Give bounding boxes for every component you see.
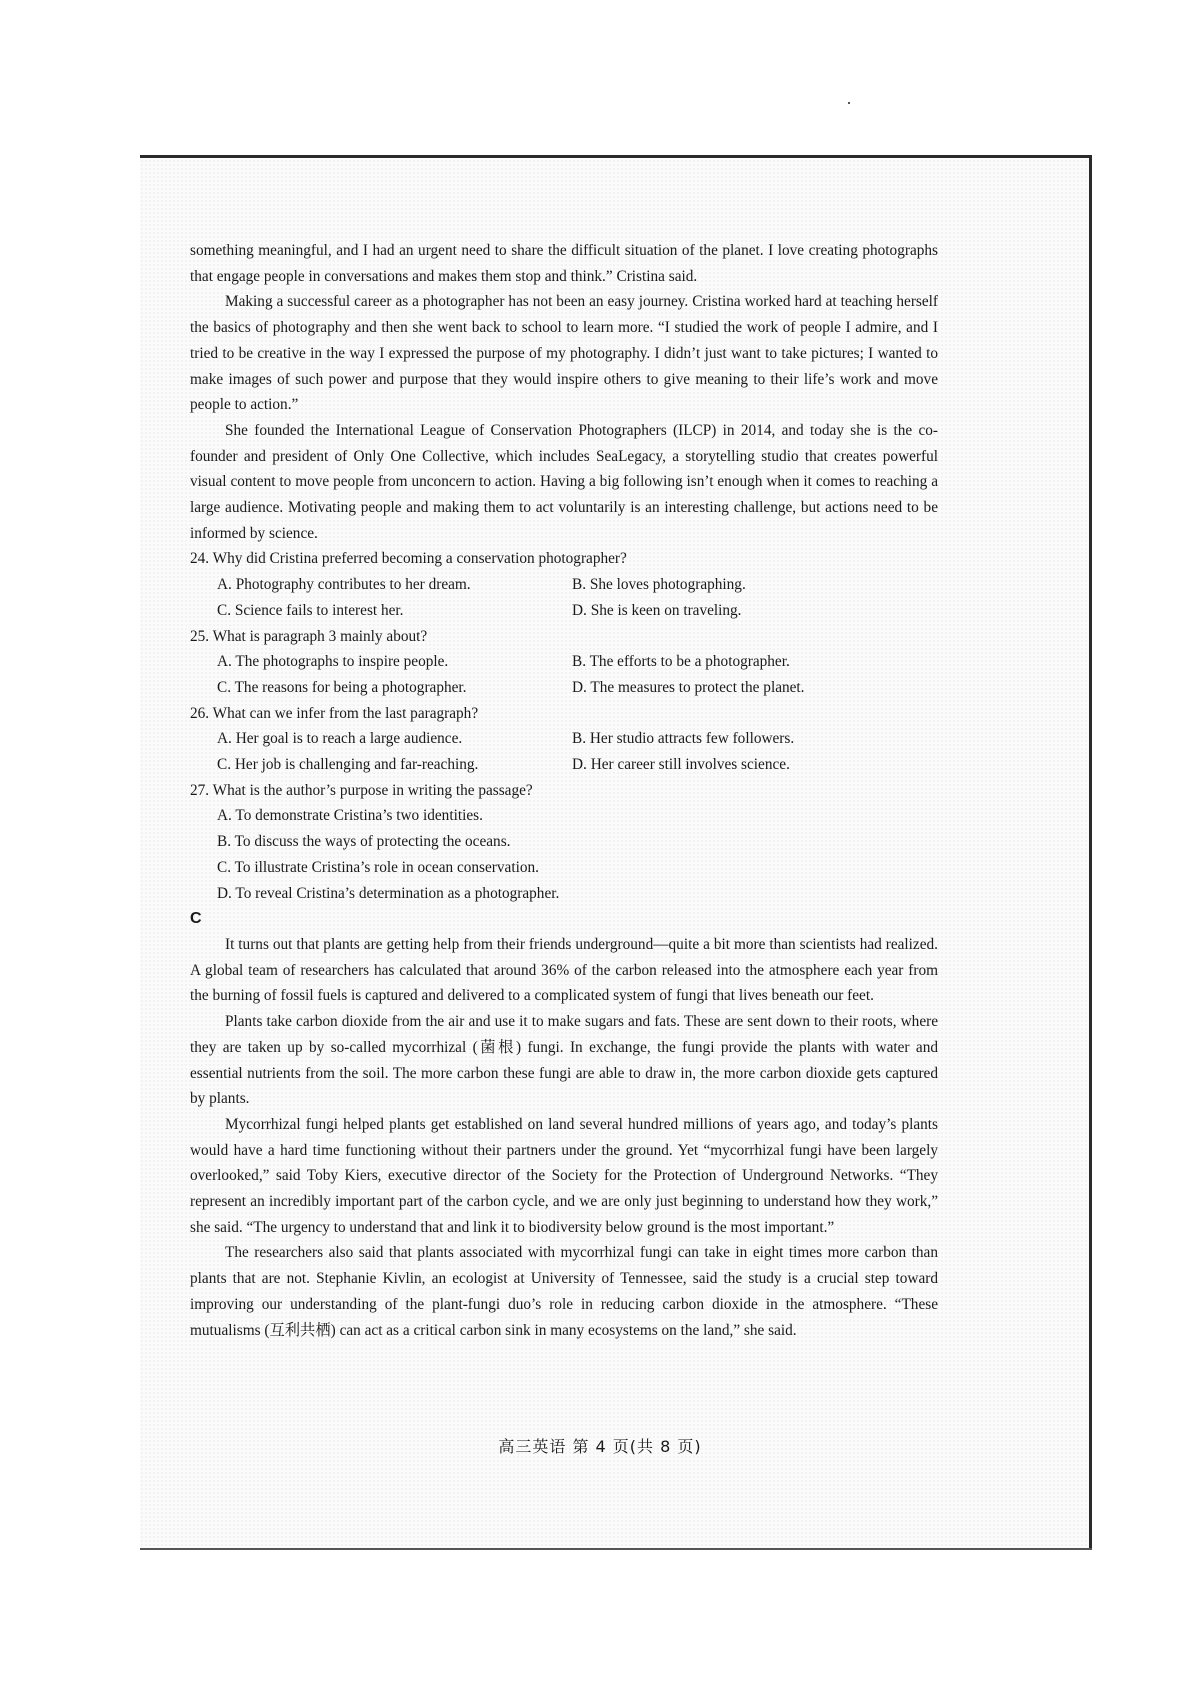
question-stem: 24. Why did Cristina preferred becoming a conservation photographer? [190, 550, 627, 568]
question-27 [190, 778, 938, 907]
page-footer: 高三英语 第 4 页(共 8 页) [498, 1437, 702, 1456]
frame-top-border [140, 155, 1092, 158]
passage-b-paragraph-3: She founded the International League of Conservation Photographers (ILCP) in 2014, and today she is the co-founder and president of Only One Collective, which includes SeaLegacy, a storytelling studio that creates powerful visual content to move people from unconcern to action. Having a big following isn’t enough when it comes to reaching a large audience. Motivating people and making them to act voluntarily is an interesting challenge, but actions need to be informed by science. [190, 421, 938, 542]
option-d: D. She is keen on traveling. [572, 601, 742, 619]
question-stem: 26. What can we infer from the last paragraph? [190, 704, 479, 722]
option-b: B. To discuss the ways of protecting the oceans. [217, 833, 511, 851]
option-c: C. Science fails to interest her. [217, 601, 404, 619]
option-a: A. To demonstrate Cristina’s two identities. [217, 807, 483, 825]
question-26 [190, 701, 938, 778]
option-a: A. Her goal is to reach a large audience. [217, 730, 463, 748]
scan-speck [848, 102, 850, 104]
question-stem: 27. What is the author’s purpose in writing the passage? [190, 781, 533, 799]
option-b: B. She loves photographing. [572, 576, 746, 594]
option-c: C. Her job is challenging and far-reaching. [217, 756, 479, 774]
passage-c-paragraph-4: The researchers also said that plants associated with mycorrhizal fungi can take in eight times more carbon than plants that are not. Stephanie Kivlin, an ecologist at University of Tennessee, said the study is a crucial step toward improving our understanding of the plant-fungi duo’s role in reducing carbon dioxide in the atmosphere. “These mutualisms (互利共栖) can act as a critical carbon sink in many ecosystems on the land,” she said. [190, 1244, 938, 1339]
option-c: C. To illustrate Cristina’s role in ocean conservation. [217, 858, 539, 876]
option-b: B. Her studio attracts few followers. [572, 730, 795, 748]
passage-c-paragraph-2: Plants take carbon dioxide from the air and use it to make sugars and fats. These are sent down to their roots, where they are taken up by so-called mycorrhizal (菌根) fungi. In exchange, the fungi provide the plants with water and essential nutrients from the soil. The more carbon these fungi are able to draw in, the more carbon dioxide gets captured by plants. [190, 1013, 938, 1108]
passage-c-paragraph-3: Mycorrhizal fungi helped plants get established on land several hundred millions of years ago, and today’s plants would have a hard time functioning without their partners under the ground. Yet “mycorrhizal fungi have been largely overlooked,” said Toby Kiers, executive director of the Society for the Protection of Underground Networks. “They represent an incredibly important part of the carbon cycle, and we are only just beginning to understand how they work,” she said. “The urgency to understand that and link it to biodiversity below ground is the most important.” [190, 1115, 938, 1236]
option-c: C. The reasons for being a photographer. [217, 678, 467, 696]
page-content [190, 238, 938, 1343]
option-a: A. The photographs to inspire people. [217, 653, 449, 671]
section-c-heading: C [190, 910, 202, 928]
frame-bottom-border [140, 1548, 1092, 1550]
option-b: B. The efforts to be a photographer. [572, 653, 790, 671]
question-25 [190, 624, 938, 701]
option-d: D. To reveal Cristina’s determination as a photographer. [217, 884, 560, 902]
passage-c-paragraph-1: It turns out that plants are getting help from their friends underground—quite a bit more than scientists had realized. A global team of researchers has calculated that around 36% of the carbon released into the atmosphere each year from the burning of fossil fuels is captured and delivered to a complicated system of fungi that lives beneath our feet. [190, 935, 938, 1005]
passage-b-paragraph-1: something meaningful, and I had an urgent need to share the difficult situation of the planet. I love creating photographs that engage people in conversations and makes them stop and think.” Cristina said. [190, 242, 938, 285]
option-d: D. The measures to protect the planet. [572, 678, 805, 696]
question-24 [190, 546, 938, 623]
question-stem: 25. What is paragraph 3 mainly about? [190, 627, 428, 645]
passage-b-paragraph-2: Making a successful career as a photographer has not been an easy journey. Cristina worked hard at teaching herself the basics of photography and then she went back to school to learn more. “I studied the work of people I admire, and I tried to be creative in the way I expressed the purpose of my photography. I didn’t just want to take pictures; I wanted to make images of such power and purpose that they would inspire others to give meaning to their life’s work and move people to action.” [190, 293, 938, 414]
frame-right-border [1089, 155, 1092, 1550]
option-a: A. Photography contributes to her dream. [217, 576, 471, 594]
option-d: D. Her career still involves science. [572, 756, 790, 774]
